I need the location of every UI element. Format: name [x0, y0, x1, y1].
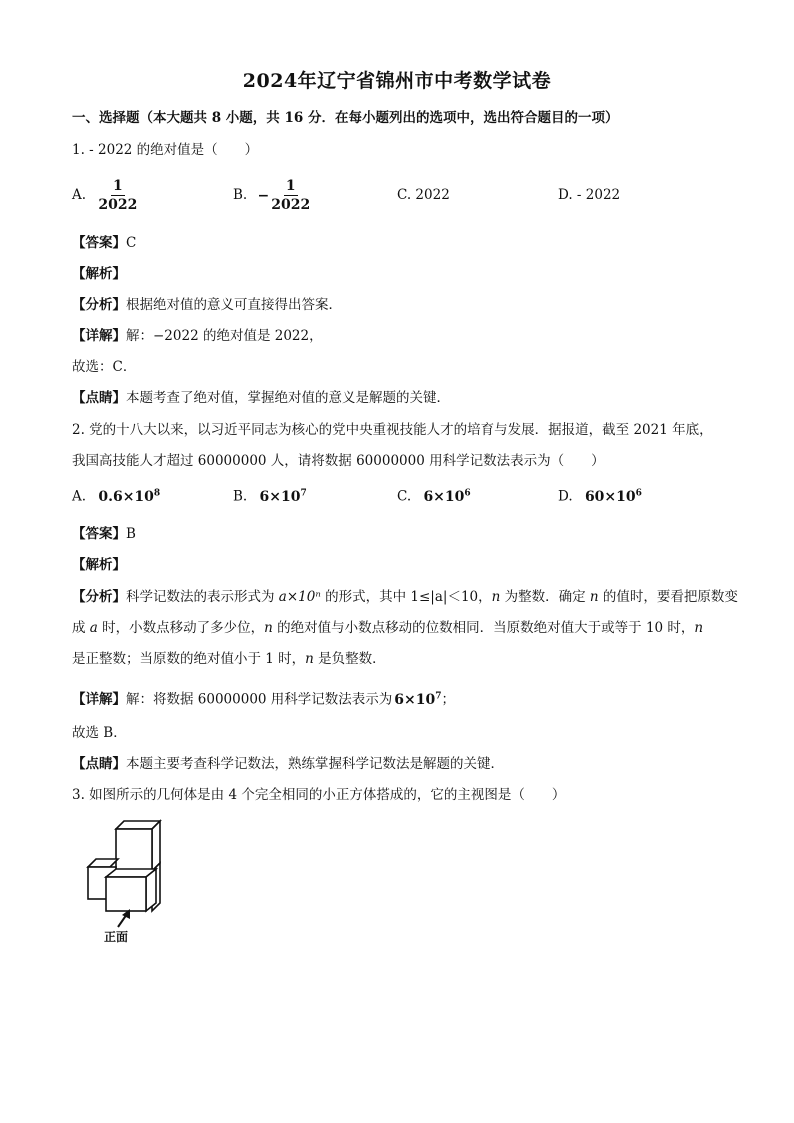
- q2-dianjing-text: 本题主要考查科学记数法，熟练掌握科学记数法是解题的关键．: [126, 756, 504, 772]
- q2-option-d-value: [585, 489, 642, 505]
- q1-xiangjie-text: 解：−2022 的绝对值是 2022，: [126, 328, 323, 344]
- q1-answer-tag: 【答案】: [72, 235, 126, 251]
- q2-fenxi-l3c: 是负整数．: [313, 651, 386, 667]
- q1-xiangjie: [72, 326, 323, 346]
- q2-option-a-label: A.: [72, 488, 87, 505]
- q2-option-d-exp: 6: [635, 488, 642, 498]
- q2-fenxi-l1e: 为整数．确定: [500, 589, 590, 605]
- q2-fenxi-l2d: n: [264, 620, 273, 636]
- page-title: 2024年辽宁省锦州市中考数学试卷: [242, 70, 552, 92]
- q1-option-b-numerator: 1: [285, 178, 296, 194]
- q2-fenxi-l1d: n: [491, 589, 501, 605]
- q2-option-c-label: C.: [397, 488, 412, 505]
- q2-option-a[interactable]: [72, 488, 160, 505]
- q2-option-c-exp: 6: [464, 488, 471, 498]
- q2-answer-value: B: [126, 526, 136, 542]
- q2-fenxi-l1a: 科学记数法的表示形式为: [126, 589, 279, 605]
- q3-figure-label: 正面: [104, 930, 129, 944]
- q3-cube-left-top: [88, 859, 118, 867]
- q2-option-b[interactable]: [233, 488, 307, 505]
- q2-analysis-tag: 【解析】: [72, 557, 126, 573]
- q1-xiangjie-tag: 【详解】: [72, 328, 126, 344]
- q1-fenxi-tag: 【分析】: [72, 297, 126, 313]
- q1-fenxi-text: 根据绝对值的意义可直接得出答案．: [126, 297, 342, 313]
- q1-option-b-denominator: 2022: [271, 197, 311, 213]
- q1-option-b-label: B.: [233, 187, 248, 203]
- q2-option-b-label: B.: [233, 488, 248, 505]
- q3-cube-front-side: [146, 869, 156, 911]
- q2-fenxi-l2a: 成: [72, 620, 90, 636]
- q3-cube-top-front: [116, 829, 152, 871]
- q1-answer: [72, 233, 136, 253]
- q2-xiangjie-end: ；: [441, 691, 456, 708]
- q2-dianjing-tag: 【点睛】: [72, 756, 126, 772]
- q2-xiangjie-exp: 7: [435, 691, 442, 701]
- q1-analysis-tag: 【解析】: [72, 266, 126, 282]
- q1-option-a[interactable]: [72, 178, 137, 213]
- section-heading: 一、选择题（本大题共 8 小题，共 16 分．在每小题列出的选项中，选出符合题目的一项）: [72, 110, 619, 126]
- q2-fenxi-l1f: n: [589, 589, 599, 605]
- q1-select: 故选：C．: [72, 359, 137, 375]
- q2-xiangjie: [72, 686, 455, 710]
- q1-dianjing: [72, 388, 450, 408]
- q2-xiangjie-value: [394, 692, 441, 708]
- q1-option-b[interactable]: [233, 178, 310, 213]
- q3-cube-figure: [78, 815, 178, 950]
- q2-xiangjie-text: 解：将数据 60000000 用科学记数法表示为: [126, 691, 393, 708]
- q2-fenxi-line3: [72, 649, 386, 669]
- q2-option-c-base: 6×10: [423, 488, 465, 505]
- q2-fenxi-l2c: 时，小数点移动了多少位，: [97, 620, 265, 636]
- q2-xiangjie-base: 6×10: [394, 691, 436, 708]
- q2-answer: [72, 524, 136, 544]
- q2-fenxi-l1b: a×10ⁿ: [278, 589, 321, 605]
- q1-fenxi: [72, 295, 342, 315]
- q1-option-a-numerator: 1: [112, 178, 123, 194]
- q2-option-c[interactable]: [397, 488, 471, 505]
- q2-option-a-base: 0.6×10: [98, 488, 154, 505]
- q1-option-b-sign: −: [257, 187, 270, 204]
- q2-fenxi-line2: [72, 618, 703, 638]
- q1-dianjing-tag: 【点睛】: [72, 390, 126, 406]
- q1-option-d[interactable]: D. - 2022: [558, 187, 621, 203]
- q2-fenxi-l2b: a: [89, 620, 98, 636]
- q2-option-c-value: [423, 489, 470, 505]
- q2-option-b-base: 6×10: [259, 488, 301, 505]
- q1-dianjing-text: 本题考查了绝对值，掌握绝对值的意义是解题的关键．: [126, 390, 450, 406]
- q2-option-d-base: 60×10: [584, 488, 636, 505]
- q2-fenxi-line1: [72, 587, 738, 607]
- q2-dianjing: [72, 754, 504, 774]
- q2-option-d[interactable]: [558, 488, 642, 505]
- q2-stem-line1: 2. 党的十八大以来，以习近平同志为核心的党中央重视技能人才的培育与发展．据报道，截至 2021 年底，: [72, 422, 713, 438]
- q2-option-a-value: [98, 489, 160, 505]
- q1-option-c[interactable]: C. 2022: [397, 187, 450, 203]
- q2-fenxi-tag: 【分析】: [72, 589, 126, 605]
- q2-fenxi-l2f: n: [694, 620, 704, 636]
- q3-cube-front-front: [106, 877, 146, 911]
- q1-stem: 1. - 2022 的绝对值是（ ）: [72, 142, 259, 158]
- q3-stem: 3. 如图所示的几何体是由 4 个完全相同的小正方体搭成的，它的主视图是（ ）: [72, 787, 566, 803]
- q2-fenxi-l3b: n: [305, 651, 314, 667]
- q2-fenxi-l3a: 是正整数；当原数的绝对值小于 1 时，: [72, 651, 306, 667]
- q2-fenxi-l2e: 的绝对值与小数点移动的位数相同．当原数绝对值大于或等于 10 时，: [272, 620, 695, 636]
- q1-option-a-denominator: 2022: [98, 197, 138, 213]
- q2-option-b-exp: 7: [300, 488, 307, 498]
- q2-option-d-label: D.: [558, 488, 573, 505]
- q1-option-a-label: A.: [72, 187, 87, 203]
- q1-option-b-fraction: [271, 178, 310, 213]
- q2-select: 故选 B．: [72, 725, 127, 741]
- q1-answer-value: C: [126, 235, 137, 251]
- q2-fenxi-l1g: 的值时，要看把原数变: [598, 589, 738, 605]
- q2-xiangjie-tag: 【详解】: [72, 691, 126, 708]
- q2-option-b-value: [260, 489, 307, 505]
- q1-option-a-fraction: [98, 178, 137, 213]
- q2-stem-line2: 我国高技能人才超过 60000000 人，请将数据 60000000 用科学记数法表示为（ ）: [72, 453, 605, 469]
- q2-fenxi-l1c: 的形式，其中 1≤|a|＜10，: [320, 589, 492, 605]
- q2-answer-tag: 【答案】: [72, 526, 126, 542]
- q2-option-a-exp: 8: [153, 488, 161, 498]
